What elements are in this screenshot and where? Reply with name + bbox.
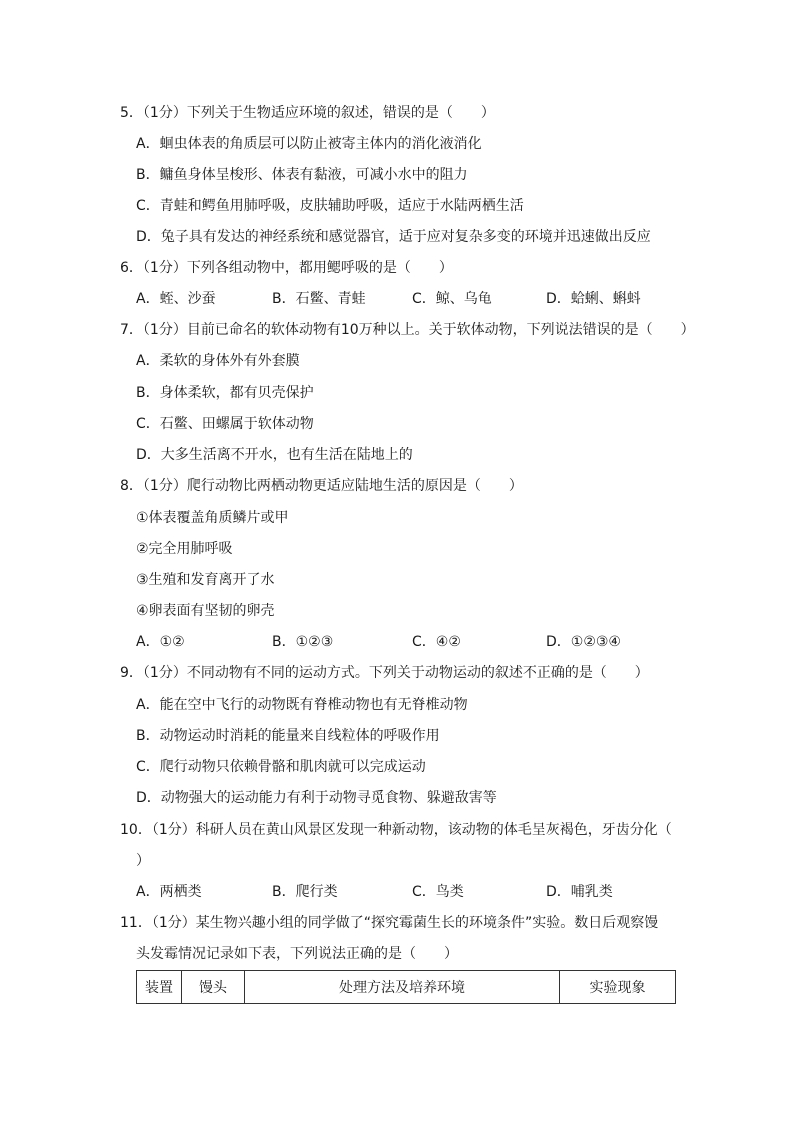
- question-11-stem-continued: 头发霉情况记录如下表，下列说法正确的是（ ）: [136, 946, 458, 962]
- question-10-stem: 10．（1分）科研人员在黄山风景区发现一种新动物，该动物的体毛呈灰褐色，牙齿分化（: [120, 822, 672, 838]
- question-8-option-b: B．①②③: [272, 634, 334, 650]
- question-9-option-c: C．爬行动物只依赖骨骼和肌肉就可以完成运动: [136, 759, 426, 775]
- table-header-device: 装置: [137, 971, 182, 1004]
- question-8-option-a: A．①②: [136, 634, 185, 650]
- question-5-option-d: D．兔子具有发达的神经系统和感觉器官，适于应对复杂多变的环境并迅速做出反应: [136, 229, 651, 245]
- question-8-stem: 8．（1分）爬行动物比两栖动物更适应陆地生活的原因是（ ）: [120, 478, 523, 494]
- question-5-stem: 5．（1分）下列关于生物适应环境的叙述，错误的是（ ）: [120, 105, 495, 121]
- question-7-option-d: D．大多生活离不开水，也有生活在陆地上的: [136, 447, 413, 463]
- table-header-method: 处理方法及培养环境: [245, 971, 560, 1004]
- question-10-options: [136, 882, 676, 902]
- question-10-stem-continued: ）: [136, 853, 150, 869]
- question-10-option-b: B．爬行类: [272, 884, 338, 900]
- table-header-result: 实验现象: [560, 971, 676, 1004]
- question-10-option-d: D．哺乳类: [546, 884, 613, 900]
- question-8-item-2: ②完全用肺呼吸: [136, 541, 233, 557]
- question-8-option-c: C．④②: [412, 634, 461, 650]
- question-6-option-c: C．鲸、乌龟: [412, 291, 492, 307]
- question-8-item-1: ①体表覆盖角质鳞片或甲: [136, 510, 289, 526]
- question-6-option-d: D．蛤蜊、蝌蚪: [546, 291, 641, 307]
- question-9-option-d: D．动物强大的运动能力有利于动物寻觅食物、躲避敌害等: [136, 790, 497, 806]
- question-8-item-3: ③生殖和发育离开了水: [136, 572, 275, 588]
- question-8-options: [136, 632, 676, 652]
- question-9-option-b: B．动物运动时消耗的能量来自线粒体的呼吸作用: [136, 728, 440, 744]
- question-7-option-b: B．身体柔软，都有贝壳保护: [136, 385, 314, 401]
- question-9-option-a: A．能在空中飞行的动物既有脊椎动物也有无脊椎动物: [136, 697, 468, 713]
- question-5-option-b: B．鳙鱼身体呈梭形、体表有黏液，可减小水中的阻力: [136, 167, 468, 183]
- question-7-option-a: A．柔软的身体外有外套膜: [136, 353, 300, 369]
- question-8-item-4: ④卵表面有坚韧的卵壳: [136, 603, 275, 619]
- table-header-row: [137, 971, 676, 1004]
- question-6-options: [136, 289, 676, 309]
- question-5-option-a: A．蛔虫体表的角质层可以防止被寄主体内的消化液消化: [136, 136, 482, 152]
- question-11-stem: 11．（1分）某生物兴趣小组的同学做了“探究霉菌生长的环境条件”实验。数日后观察馒: [120, 915, 659, 931]
- table-header-bun: 馒头: [182, 971, 245, 1004]
- question-5-option-c: C．青蛙和鳄鱼用肺呼吸，皮肤辅助呼吸，适应于水陆两栖生活: [136, 198, 524, 214]
- question-7-stem: 7．（1分）目前已命名的软体动物有10万种以上。关于软体动物，下列说法错误的是（ ）: [120, 322, 695, 338]
- question-10-option-c: C．鸟类: [412, 884, 464, 900]
- question-10-option-a: A．两栖类: [136, 884, 202, 900]
- question-6-option-a: A．蛭、沙蚕: [136, 291, 216, 307]
- question-7-option-c: C．石鳖、田螺属于软体动物: [136, 416, 314, 432]
- question-6-stem: 6．（1分）下列各组动物中，都用鳃呼吸的是（ ）: [120, 260, 453, 276]
- experiment-table: [136, 970, 676, 1004]
- question-9-stem: 9．（1分）不同动物有不同的运动方式。下列关于动物运动的叙述不正确的是（ ）: [120, 665, 649, 681]
- question-6-option-b: B．石鳖、青蛙: [272, 291, 366, 307]
- question-8-option-d: D．①②③④: [546, 634, 621, 650]
